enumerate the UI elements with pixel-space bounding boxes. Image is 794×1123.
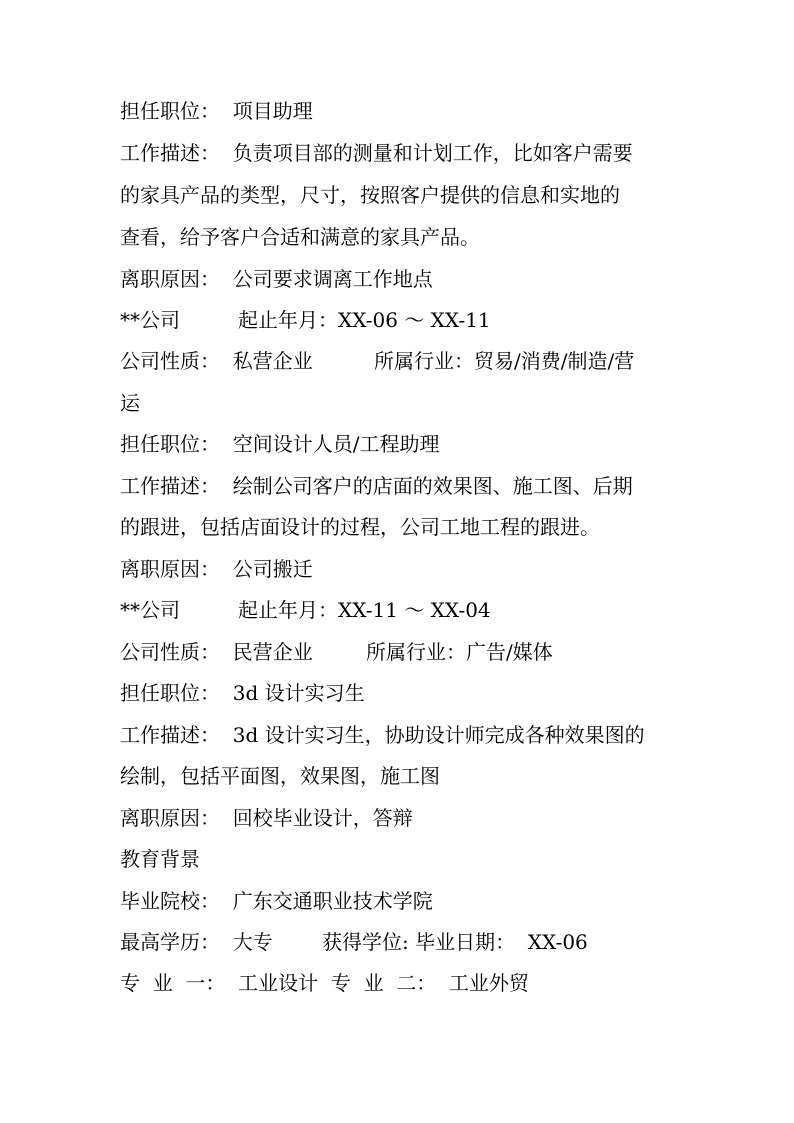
highest-education: 最高学历： 大专 — [120, 930, 273, 954]
position-line-2: 担任职位： 空间设计人员/工程助理 — [120, 432, 440, 456]
leave-reason-line-2: 离职原因： 公司搬迁 — [120, 557, 313, 581]
position-line-3: 担任职位： 3d 设计实习生 — [120, 681, 365, 705]
majors-line: 专 业 一： 工业设计 专 业 二： 工业外贸 — [120, 971, 530, 995]
job-description-3-line-1: 工作描述： 3d 设计实习生，协助设计师完成各种效果图的 — [120, 723, 645, 747]
job-description-2-line-2: 的跟进，包括店面设计的过程，公司工地工程的跟进。 — [120, 515, 600, 539]
company-type-2: 公司性质： 民营企业 — [120, 640, 313, 664]
education-heading: 教育背景 — [120, 847, 200, 871]
position-line-1: 担任职位： 项目助理 — [120, 99, 313, 123]
industry-2: 所属行业：广告/媒体 — [366, 640, 553, 664]
job-description-3-line-2: 绘制，包括平面图，效果图，施工图 — [120, 764, 440, 788]
job-description-line-1: 工作描述： 负责项目部的测量和计划工作，比如客户需要 — [120, 141, 633, 165]
job-description-2-line-1: 工作描述： 绘制公司客户的店面的效果图、施工图、后期 — [120, 474, 633, 498]
employment-period-2: 起止年月：XX-11 ～ XX-04 — [238, 598, 491, 622]
company-name-2: **公司 — [120, 598, 180, 622]
industry-1-continued: 运 — [120, 391, 140, 415]
job-description-line-3: 查看，给予客户合适和满意的家具产品。 — [120, 225, 480, 249]
graduated-school: 毕业院校： 广东交通职业技术学院 — [120, 889, 433, 913]
employment-period-1: 起止年月：XX-06 ～ XX-11 — [238, 308, 491, 332]
leave-reason-line-1: 离职原因： 公司要求调离工作地点 — [120, 267, 433, 291]
leave-reason-line-3: 离职原因： 回校毕业设计，答辩 — [120, 806, 413, 830]
company-name-1: **公司 — [120, 308, 180, 332]
degree-and-graduation-date: 获得学位: 毕业日期： XX-06 — [322, 930, 588, 954]
industry-1: 所属行业：贸易/消费/制造/营 — [374, 349, 635, 373]
job-description-line-2: 的家具产品的类型，尺寸，按照客户提供的信息和实地的 — [120, 183, 620, 207]
company-type-1: 公司性质： 私营企业 — [120, 349, 313, 373]
